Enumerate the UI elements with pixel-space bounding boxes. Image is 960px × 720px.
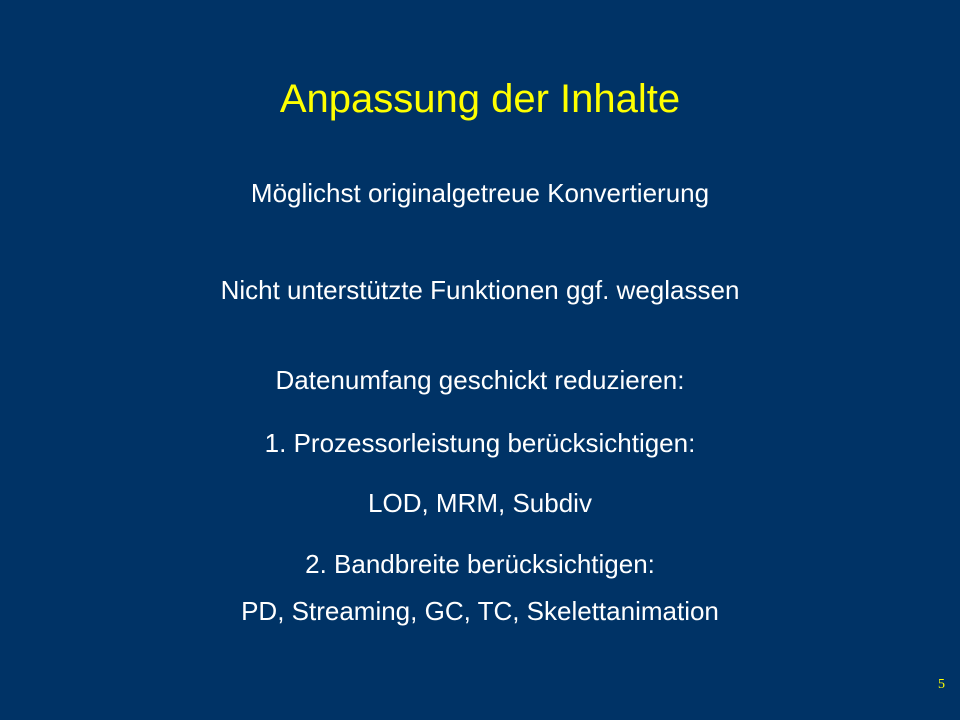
sub-item-processor: 1. Prozessorleistung berücksichtigen: — [264, 428, 696, 458]
sub-item-bandwidth-details: PD, Streaming, GC, TC, Skelettanimation — [241, 596, 719, 626]
bullet-reduce-data: Datenumfang geschickt reduzieren: — [275, 365, 685, 395]
sub-item-processor-details: LOD, MRM, Subdiv — [368, 488, 592, 518]
bullet-omit-functions: Nicht unterstützte Funktionen ggf. weglassen — [220, 275, 740, 305]
bullet-conversion: Möglichst originalgetreue Konvertierung — [250, 178, 710, 208]
slide-title: Anpassung der Inhalte — [279, 77, 681, 121]
page-number: 5 — [938, 677, 945, 692]
sub-item-bandwidth: 2. Bandbreite berücksichtigen: — [305, 549, 655, 579]
